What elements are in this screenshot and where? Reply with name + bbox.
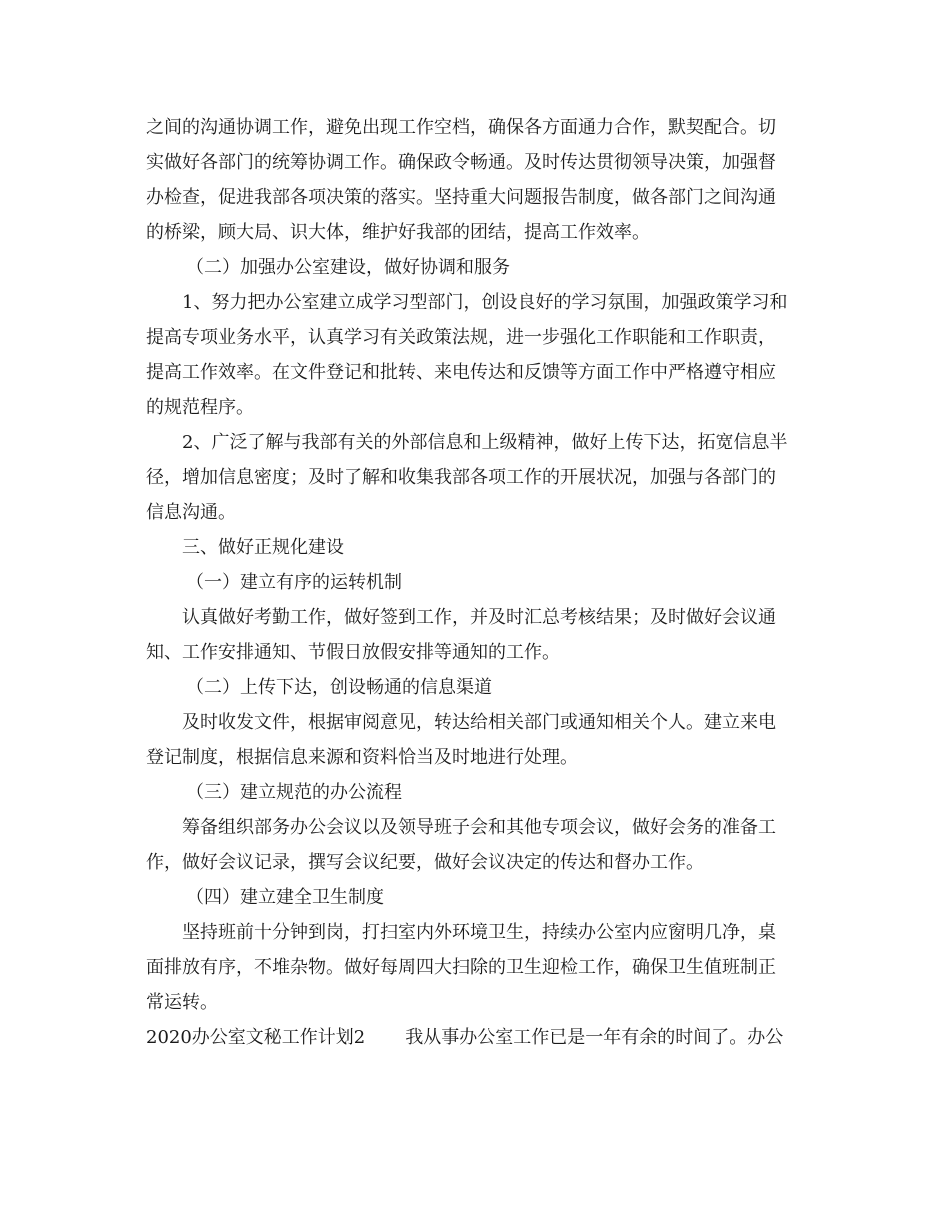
paragraph-line: 作，做好会议记录，撰写会议纪要，做好会议决定的传达和督办工作。 bbox=[146, 852, 704, 873]
paragraph-line: 径，增加信息密度；及时了解和收集我部各项工作的开展状况，加强与各部门的 bbox=[146, 467, 776, 488]
paragraph-line: 1、努力把办公室建立成学习型部门，创设良好的学习氛围，加强政策学习和 bbox=[182, 292, 788, 313]
paragraph-line: 及时收发文件，根据审阅意见，转达给相关部门或通知相关个人。建立来电 bbox=[182, 712, 776, 733]
footer-line bbox=[146, 1020, 816, 1055]
paragraph-line: 登记制度，根据信息来源和资料恰当及时地进行处理。 bbox=[146, 747, 578, 768]
section-heading: 三、做好正规化建设 bbox=[182, 537, 344, 558]
paragraph-line: 办检查，促进我部各项决策的落实。坚持重大问题报告制度，做各部门之间沟通 bbox=[146, 187, 776, 208]
paragraph-line: 常运转。 bbox=[146, 992, 218, 1013]
paragraph-line: 的桥梁，顾大局、识大体，维护好我部的团结，提高工作效率。 bbox=[146, 222, 650, 243]
document-body bbox=[146, 110, 816, 1055]
paragraph-line: 面排放有序，不堆杂物。做好每周四大扫除的卫生迎检工作，确保卫生值班制正 bbox=[146, 957, 776, 978]
paragraph-line: 实做好各部门的统筹协调工作。确保政令畅通。及时传达贯彻领导决策，加强督 bbox=[146, 152, 776, 173]
paragraph-line: 信息沟通。 bbox=[146, 502, 236, 523]
paragraph-line: 提高专项业务水平，认真学习有关政策法规，进一步强化工作职能和工作职责， bbox=[146, 327, 776, 348]
paragraph-line: 坚持班前十分钟到岗，打扫室内外环境卫生，持续办公室内应窗明几净，桌 bbox=[182, 922, 776, 943]
paragraph-line: 提高工作效率。在文件登记和批转、来电传达和反馈等方面工作中严格遵守相应 bbox=[146, 362, 776, 383]
paragraph-line: 筹备组织部务办公会议以及领导班子会和其他专项会议，做好会务的准备工 bbox=[182, 817, 776, 838]
footer-text: 我从事办公室工作已是一年有余的时间了。办公 bbox=[405, 1027, 784, 1048]
subsection-heading: （四）建立建全卫生制度 bbox=[186, 887, 384, 908]
paragraph-line: 认真做好考勤工作，做好签到工作，并及时汇总考核结果；及时做好会议通 bbox=[182, 607, 776, 628]
paragraph-line: 知、工作安排通知、节假日放假安排等通知的工作。 bbox=[146, 642, 560, 663]
paragraph-line: 之间的沟通协调工作，避免出现工作空档，确保各方面通力合作，默契配合。切 bbox=[146, 117, 776, 138]
paragraph-line: 2、广泛了解与我部有关的外部信息和上级精神，做好上传下达，拓宽信息半 bbox=[182, 432, 788, 453]
subsection-heading: （三）建立规范的办公流程 bbox=[186, 782, 402, 803]
subsection-heading: （二）上传下达，创设畅通的信息渠道 bbox=[186, 677, 492, 698]
section-heading: （二）加强办公室建设，做好协调和服务 bbox=[186, 257, 510, 278]
paragraph-line: 的规范程序。 bbox=[146, 397, 254, 418]
subsection-heading: （一）建立有序的运转机制 bbox=[186, 572, 402, 593]
footer-title: 2020办公室文秘工作计划2 bbox=[146, 1027, 366, 1048]
